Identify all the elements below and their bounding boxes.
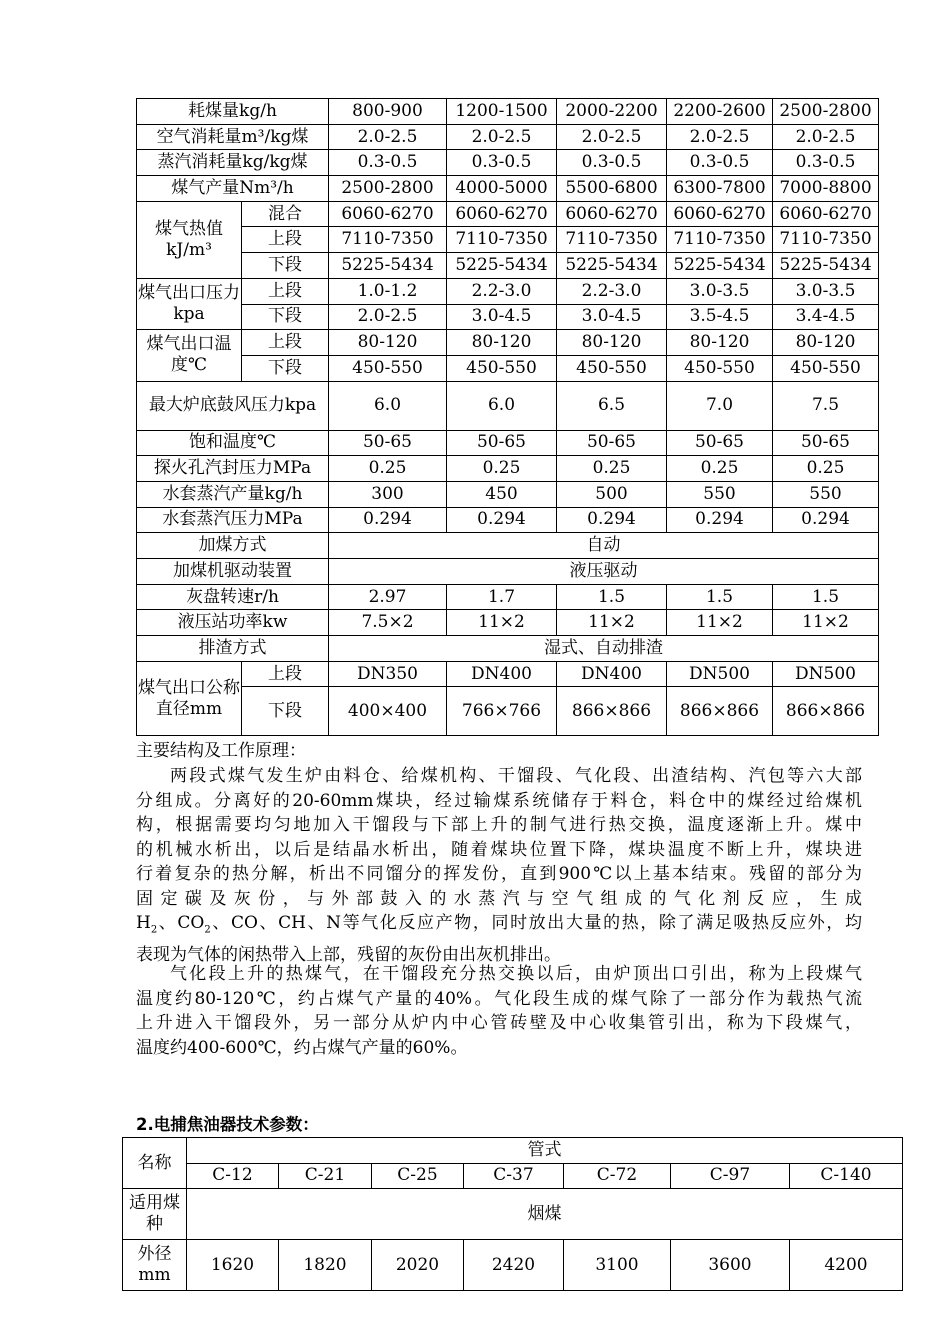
row-label: 排渣方式 <box>137 636 329 662</box>
text-line: 分组成。分离好的20-60mm煤块，经过输煤系统储存于料仓，料仓中的煤经过给煤机 <box>136 790 862 811</box>
text-line: 气化段上升的热煤气，在干馏段充分热交换以后，由炉顶出口引出，称为上段煤气 <box>170 964 862 984</box>
row-label: 加煤方式 <box>137 533 329 559</box>
cell: 450-550 <box>329 355 447 381</box>
table-row <box>137 124 879 150</box>
cell: 450-550 <box>773 355 879 381</box>
cell: 6060-6270 <box>557 201 667 227</box>
cell: 0.25 <box>447 456 557 482</box>
cell: 7110-7350 <box>447 227 557 253</box>
model-header: C-37 <box>464 1163 564 1189</box>
row-label: 蒸汽消耗量kg/kg煤 <box>137 150 329 176</box>
cell: 6060-6270 <box>447 201 557 227</box>
cell: 3600 <box>671 1240 790 1291</box>
cell: 866×866 <box>667 687 773 736</box>
cell: 6.0 <box>329 381 447 430</box>
cell: 550 <box>667 481 773 507</box>
cell: 80-120 <box>773 330 879 356</box>
cell: 0.25 <box>329 456 447 482</box>
row-label: 加煤机驱动装置 <box>137 559 329 585</box>
row-label: 液压站功率kw <box>137 610 329 636</box>
cell: 5225-5434 <box>447 253 557 279</box>
cell: 2500-2800 <box>773 99 879 125</box>
cell: 50-65 <box>329 430 447 456</box>
row-label: 煤气出口公称直径mm <box>137 661 242 736</box>
table-row <box>137 176 879 202</box>
cell: 5500-6800 <box>557 176 667 202</box>
cell: 3.0-3.5 <box>667 278 773 304</box>
tar-precipitator-spec-table <box>122 1137 903 1291</box>
table-row <box>137 381 879 430</box>
cell: 0.294 <box>667 507 773 533</box>
table-row <box>137 253 879 279</box>
sub-label: 下段 <box>242 304 329 330</box>
name-header: 名称 <box>123 1138 187 1189</box>
cell: 6060-6270 <box>667 201 773 227</box>
cell: 2020 <box>372 1240 464 1291</box>
paragraph-structure <box>136 764 862 967</box>
cell: 0.25 <box>773 456 879 482</box>
row-label: 探火孔汽封压力MPa <box>137 456 329 482</box>
cell: 自动 <box>329 533 879 559</box>
formula-line-text: 、CO、CH、N等气化反应产物，同时放出大量的热，除了满足吸热反应外，均 <box>210 913 862 933</box>
cell: 450-550 <box>667 355 773 381</box>
cell: 1620 <box>187 1240 279 1291</box>
cell: 0.294 <box>447 507 557 533</box>
table-row <box>123 1189 903 1240</box>
model-header: C-12 <box>187 1163 279 1189</box>
cell: 0.3-0.5 <box>329 150 447 176</box>
cell: 0.294 <box>773 507 879 533</box>
cell: 7.5×2 <box>329 610 447 636</box>
cell: 2.0-2.5 <box>329 304 447 330</box>
cell: 3100 <box>564 1240 671 1291</box>
table-row <box>137 507 879 533</box>
sub-label: 上段 <box>242 227 329 253</box>
cell: 1.5 <box>667 584 773 610</box>
cell: 450 <box>447 481 557 507</box>
cell: DN500 <box>667 661 773 687</box>
cell: 2500-2800 <box>329 176 447 202</box>
cell: 0.3-0.5 <box>447 150 557 176</box>
cell: 866×866 <box>557 687 667 736</box>
cell: 1820 <box>279 1240 372 1291</box>
table-row <box>137 150 879 176</box>
cell: 2.0-2.5 <box>329 124 447 150</box>
cell: 80-120 <box>447 330 557 356</box>
cell: 1.0-1.2 <box>329 278 447 304</box>
table-row <box>123 1163 903 1189</box>
cell: 4000-5000 <box>447 176 557 202</box>
cell: 6060-6270 <box>329 201 447 227</box>
row-label: 煤气产量Nm³/h <box>137 176 329 202</box>
row-label: 饱和温度℃ <box>137 430 329 456</box>
cell: 2.2-3.0 <box>447 278 557 304</box>
model-header: C-140 <box>790 1163 903 1189</box>
cell: 6300-7800 <box>667 176 773 202</box>
cell: 2.2-3.0 <box>557 278 667 304</box>
sub-label: 上段 <box>242 330 329 356</box>
model-header: C-25 <box>372 1163 464 1189</box>
cell: 2.0-2.5 <box>557 124 667 150</box>
row-label: 水套蒸汽产量kg/h <box>137 481 329 507</box>
cell: 0.3-0.5 <box>667 150 773 176</box>
cell: 5225-5434 <box>557 253 667 279</box>
row-label: 最大炉底鼓风压力kpa <box>137 381 329 430</box>
text-line: 温度约80-120℃，约占煤气产量的40%。气化段生成的煤气除了一部分作为载热气流 <box>136 988 862 1009</box>
cell: 11×2 <box>773 610 879 636</box>
row-label: 煤气热值kJ/m³ <box>137 201 242 278</box>
table-row <box>137 355 879 381</box>
cell: 11×2 <box>557 610 667 636</box>
row-label: 适用煤种 <box>123 1189 187 1240</box>
cell: 2000-2200 <box>557 99 667 125</box>
table-row <box>137 559 879 585</box>
row-label: 空气消耗量m³/kg煤 <box>137 124 329 150</box>
table-row <box>123 1138 903 1164</box>
text-line: 固定碳及灰份，与外部鼓入的水蒸汽与空气组成的气化剂反应，生成 <box>136 888 862 909</box>
cell: 50-65 <box>773 430 879 456</box>
text-line: 构，根据需要均匀地加入干馏段与下部上升的制气进行热交换，温度逐渐上升。煤中 <box>136 815 862 835</box>
cell: 50-65 <box>557 430 667 456</box>
cell: 2420 <box>464 1240 564 1291</box>
cell: 0.25 <box>557 456 667 482</box>
cell: 液压驱动 <box>329 559 879 585</box>
sub-label: 下段 <box>242 355 329 381</box>
table-row <box>137 304 879 330</box>
text-line: 温度约400-600℃，约占煤气产量的60%。 <box>136 1037 468 1058</box>
cell: 3.5-4.5 <box>667 304 773 330</box>
cell: 6.0 <box>447 381 557 430</box>
text-line: 的机械水析出，以后是结晶水析出，随着煤块位置下降，煤块温度不断上升，煤块进 <box>136 839 862 860</box>
cell: 7000-8800 <box>773 176 879 202</box>
gasifier-spec-table <box>136 98 879 736</box>
cell: 3.0-3.5 <box>773 278 879 304</box>
principle-heading: 主要结构及工作原理： <box>136 741 306 761</box>
cell: 2.0-2.5 <box>773 124 879 150</box>
cell: 2.0-2.5 <box>667 124 773 150</box>
cell: 7110-7350 <box>557 227 667 253</box>
cell: DN400 <box>557 661 667 687</box>
cell: 3.0-4.5 <box>557 304 667 330</box>
cell: 5225-5434 <box>773 253 879 279</box>
row-label: 外径mm <box>123 1240 187 1291</box>
text-line: $H_2$、$CO_2$、CO、CH、N等气化反应产物，同时放出大量的热，除了满足吸热反应外，均 <box>136 913 862 936</box>
cell: 1.5 <box>557 584 667 610</box>
cell: 50-65 <box>667 430 773 456</box>
row-label: 水套蒸汽压力MPa <box>137 507 329 533</box>
table-row <box>137 481 879 507</box>
table-row <box>137 661 879 687</box>
table-row <box>137 687 879 736</box>
sub-label: 下段 <box>242 687 329 736</box>
table-row <box>137 330 879 356</box>
table-row <box>137 610 879 636</box>
table-row <box>137 533 879 559</box>
table-row <box>137 636 879 662</box>
text-line: 表现为气体的闲热带入上部，残留的灰份由出灰机排出。 <box>136 944 561 965</box>
model-header: C-72 <box>564 1163 671 1189</box>
cell: 800-900 <box>329 99 447 125</box>
cell: 80-120 <box>329 330 447 356</box>
cell: 50-65 <box>447 430 557 456</box>
cell: 6060-6270 <box>773 201 879 227</box>
row-label: 灰盘转速r/h <box>137 584 329 610</box>
cell: 1.7 <box>447 584 557 610</box>
model-header: C-21 <box>279 1163 372 1189</box>
cell: 500 <box>557 481 667 507</box>
cell: 0.3-0.5 <box>773 150 879 176</box>
row-label: 煤气出口压力kpa <box>137 278 242 329</box>
text-line: 上升进入干馏段外，另一部分从炉内中心管砖壁及中心收集管引出，称为下段煤气， <box>136 1013 862 1033</box>
cell: 866×866 <box>773 687 879 736</box>
table-row <box>137 99 879 125</box>
table-row <box>137 456 879 482</box>
cell: DN400 <box>447 661 557 687</box>
cell: 1200-1500 <box>447 99 557 125</box>
cell: 300 <box>329 481 447 507</box>
cell: 0.25 <box>667 456 773 482</box>
table-row <box>137 201 879 227</box>
type-header: 管式 <box>187 1138 903 1164</box>
cell: 湿式、自动排渣 <box>329 636 879 662</box>
cell: 80-120 <box>667 330 773 356</box>
sub-label: 上段 <box>242 278 329 304</box>
cell: 7110-7350 <box>667 227 773 253</box>
cell: 烟煤 <box>187 1189 903 1240</box>
cell: 5225-5434 <box>667 253 773 279</box>
cell: 80-120 <box>557 330 667 356</box>
cell: 7.0 <box>667 381 773 430</box>
table-row <box>137 227 879 253</box>
cell: 0.294 <box>557 507 667 533</box>
cell: 450-550 <box>557 355 667 381</box>
cell: 5225-5434 <box>329 253 447 279</box>
cell: 1.5 <box>773 584 879 610</box>
row-label: 煤气出口温度℃ <box>137 330 242 381</box>
paragraph-gas-flow <box>136 962 862 1060</box>
sub-label: 上段 <box>242 661 329 687</box>
cell: 0.294 <box>329 507 447 533</box>
table-row <box>137 584 879 610</box>
text-line: 两段式煤气发生炉由料仓、给煤机构、干馏段、气化段、出渣结构、汽包等六大部 <box>170 766 862 786</box>
row-label: 耗煤量kg/h <box>137 99 329 125</box>
model-header: C-97 <box>671 1163 790 1189</box>
cell: 2.97 <box>329 584 447 610</box>
table-row <box>137 278 879 304</box>
cell: 3.0-4.5 <box>447 304 557 330</box>
cell: 7110-7350 <box>773 227 879 253</box>
cell: DN500 <box>773 661 879 687</box>
cell: 4200 <box>790 1240 903 1291</box>
section-title: 2.电捕焦油器技术参数： <box>136 1115 319 1134</box>
cell: 0.3-0.5 <box>557 150 667 176</box>
cell: DN350 <box>329 661 447 687</box>
cell: 550 <box>773 481 879 507</box>
cell: 2200-2600 <box>667 99 773 125</box>
text-line: 行着复杂的热分解，析出不同馏分的挥发份，直到900℃以上基本结束。残留的部分为 <box>136 864 862 884</box>
cell: 11×2 <box>447 610 557 636</box>
cell: 11×2 <box>667 610 773 636</box>
table-row <box>123 1240 903 1291</box>
cell: 6.5 <box>557 381 667 430</box>
cell: 7110-7350 <box>329 227 447 253</box>
cell: 7.5 <box>773 381 879 430</box>
cell: 400×400 <box>329 687 447 736</box>
sub-label: 混合 <box>242 201 329 227</box>
sub-label: 下段 <box>242 253 329 279</box>
table-row <box>137 430 879 456</box>
cell: 766×766 <box>447 687 557 736</box>
cell: 450-550 <box>447 355 557 381</box>
cell: 2.0-2.5 <box>447 124 557 150</box>
cell: 3.4-4.5 <box>773 304 879 330</box>
